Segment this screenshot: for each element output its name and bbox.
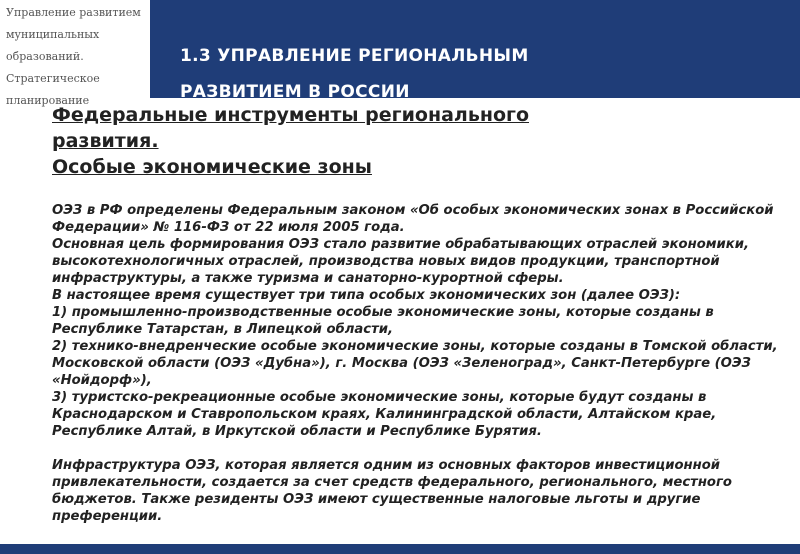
goal-paragraph: Основная цель формирования ОЭЗ стало развитие обрабатывающих отраслей экономики, высокотехнологичных отраслей, производства новых видов продукции, транспортной инфраструктуры, а также туризма и санаторно-курортной сферы. bbox=[52, 237, 749, 286]
list-item: 2) технико-внедренческие особые экономические зоны, которые созданы в Томской области, Московской области (ОЭЗ «Дубна»), г. Москва (ОЭЗ «Зеленоград», Санкт-Петербурге (ОЭЗ «Нойдорф»), bbox=[52, 339, 778, 388]
corner-line: Управление развитием bbox=[6, 6, 141, 19]
heading-line: Особые экономические зоны bbox=[52, 156, 372, 178]
corner-line: планирование bbox=[6, 94, 90, 107]
infrastructure-paragraph: Инфраструктура ОЭЗ, которая является одним из основных факторов инвестиционной привлекательности, создается за счет средств федерального, регионального, местного бюджетов. Также резиденты ОЭЗ имеют существенные налоговые льготы и другие преференции. bbox=[52, 458, 732, 524]
law-paragraph: ОЭЗ в РФ определены Федеральным законом «Об особых экономических зонах в Российской Федерации» № 116-ФЗ от 22 июля 2005 года. bbox=[52, 203, 774, 235]
corner-line: Стратегическое bbox=[6, 72, 100, 85]
heading-line: развития. bbox=[52, 130, 159, 152]
list-item: 1) промышленно-производственные особые экономические зоны, которые созданы в Республике Татарстан, в Липецкой области, bbox=[52, 305, 714, 337]
bottom-bar bbox=[0, 544, 800, 554]
paragraph-gap bbox=[52, 440, 782, 457]
content-heading bbox=[52, 102, 782, 180]
list-item: 3) туристско-рекреационные особые экономические зоны, которые будут созданы в Краснодарском и Ставропольском краях, Калининградской области, Алтайском крае, Республике Алтай, в Иркутской области и Республике Бурятия. bbox=[52, 390, 717, 439]
body-text bbox=[52, 202, 782, 525]
slide-title-line: 1.3 УПРАВЛЕНИЕ РЕГИОНАЛЬНЫМ bbox=[180, 46, 529, 66]
corner-line: муниципальных bbox=[6, 28, 100, 41]
slide-title-line: РАЗВИТИЕМ В РОССИИ bbox=[180, 82, 410, 102]
slide-content bbox=[52, 102, 782, 525]
corner-line: образований. bbox=[6, 50, 84, 63]
corner-caption bbox=[0, 0, 150, 107]
types-intro: В настоящее время существует три типа особых экономических зон (далее ОЭЗ): bbox=[52, 288, 681, 303]
slide-title bbox=[180, 38, 529, 110]
heading-line: Федеральные инструменты регионального bbox=[52, 104, 529, 126]
